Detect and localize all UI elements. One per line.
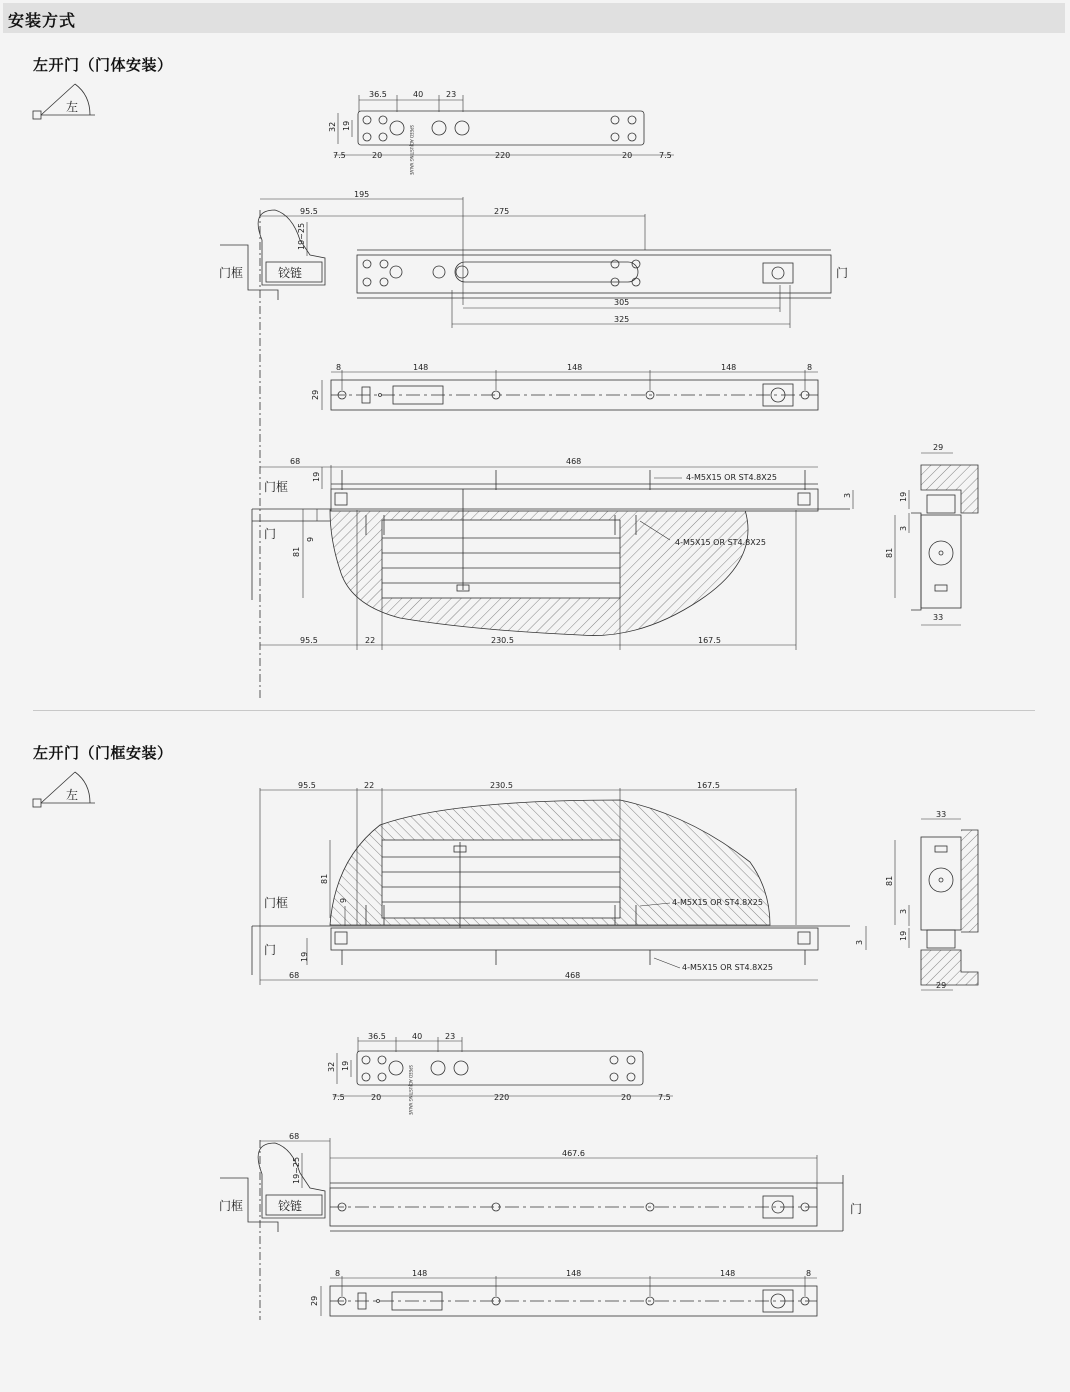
dim-220-p2: 220 (494, 1093, 510, 1102)
dim-230-5-t2: 230.5 (490, 781, 513, 790)
dim-325: 325 (614, 315, 630, 324)
section-view-2 (252, 800, 850, 975)
side-dim-81-2: 81 (885, 875, 894, 886)
dim-468-sec: 468 (566, 457, 582, 466)
dim-8a-2: 8 (335, 1269, 341, 1278)
side-view-1 (911, 465, 978, 610)
dim-68-tv2: 68 (289, 1132, 300, 1141)
side-dim-3-2: 3 (899, 908, 908, 914)
side-dim-33-1: 33 (933, 613, 944, 622)
dim-19-s2: 19 (300, 951, 309, 962)
frame-label-1a: 门框 (219, 266, 244, 280)
screw-note-top-1: 4-M5X15 OR ST4.8X25 (686, 473, 777, 482)
plate-valve-text-1: SPEED ADJUSTING VALVE (409, 125, 414, 176)
dim-167-5-t2: 167.5 (697, 781, 720, 790)
side-dim-29-1: 29 (933, 443, 944, 452)
screw-note-top-2: 4-M5X15 OR ST4.8X25 (672, 898, 763, 907)
section1-title: 左开门（门体安装） (33, 56, 173, 74)
dim-467-6: 467.6 (562, 1149, 585, 1158)
side-dim-19-1: 19 (899, 491, 908, 502)
dim-230-5-bottom: 230.5 (491, 636, 514, 645)
dim-8b: 8 (807, 363, 813, 372)
side-dim-29-2: 29 (936, 981, 947, 990)
dim-9-s2: 9 (339, 897, 348, 903)
top-view-2 (220, 1140, 843, 1320)
mounting-plate-2 (357, 1051, 643, 1085)
dim-8b-2: 8 (806, 1269, 812, 1278)
dim-68-s2: 68 (289, 971, 300, 980)
dim-7-5a: 7.5 (333, 151, 346, 160)
dim-7-5b-p2: 7.5 (658, 1093, 671, 1102)
screw-note-bottom-1: 4-M5X15 OR ST4.8X25 (675, 538, 766, 547)
dim-22-bottom: 22 (365, 636, 376, 645)
door-label-1a: 门 (836, 266, 849, 280)
hinge-label-1: 铰链 (278, 266, 303, 280)
dim-3-sec: 3 (843, 492, 852, 498)
dim-19-25-top: 19~25 (297, 222, 306, 250)
plate-valve-text-2: SPEED ADJUSTING VALVE (408, 1065, 413, 1116)
frame-label-2b: 门框 (219, 1199, 244, 1213)
plate-dims-1 (334, 95, 674, 155)
dim-22-t2: 22 (364, 781, 375, 790)
dim-8a: 8 (336, 363, 342, 372)
hinge-label-2: 铰链 (278, 1199, 303, 1213)
dim-95-5-bottom: 95.5 (300, 636, 318, 645)
door-label-2a: 门 (264, 943, 277, 957)
dim-20a: 20 (372, 151, 383, 160)
dim-3-s2: 3 (855, 939, 864, 945)
arm-view-2 (330, 1286, 817, 1316)
side-dim-33-2: 33 (936, 810, 947, 819)
dim-19-25-tv2: 19~25 (292, 1156, 301, 1184)
door-label-2b: 门 (850, 1202, 863, 1216)
dim-148a-2: 148 (412, 1269, 428, 1278)
dim-220: 220 (495, 151, 511, 160)
section-view-1 (252, 470, 850, 636)
dim-148b-2: 148 (566, 1269, 582, 1278)
arm-view-1 (331, 380, 818, 410)
dim-32-p2: 32 (327, 1061, 336, 1072)
direction-label-1: 左 (66, 100, 79, 114)
dim-7-5a-p2: 7.5 (332, 1093, 345, 1102)
dim-20a-p2: 20 (371, 1093, 382, 1102)
door-label-1b: 门 (264, 527, 277, 541)
dim-36-5-p2: 36.5 (368, 1032, 386, 1041)
dim-468-s2: 468 (565, 971, 581, 980)
dim-7-5b: 7.5 (659, 151, 672, 160)
plate-dims-2 (333, 1037, 673, 1096)
page-title: 安装方式 (8, 11, 77, 30)
side-dim-81-1: 81 (885, 547, 894, 558)
dim-148c-2: 148 (720, 1269, 736, 1278)
dim-95-5-t2: 95.5 (298, 781, 316, 790)
dim-68-sec: 68 (290, 457, 301, 466)
side-dim-19-2: 19 (899, 930, 908, 941)
dim-40-top: 40 (413, 90, 424, 99)
screw-note-bottom-2: 4-M5X15 OR ST4.8X25 (682, 963, 773, 972)
dim-148b: 148 (567, 363, 583, 372)
dim-29-arm: 29 (311, 389, 320, 400)
dim-81-sec: 81 (292, 546, 301, 557)
mounting-plate-1 (358, 111, 644, 145)
dim-23-top: 23 (446, 90, 457, 99)
direction-label-2: 左 (66, 788, 79, 802)
dim-19-p2: 19 (341, 1060, 350, 1071)
dim-20b-p2: 20 (621, 1093, 632, 1102)
dim-29-arm-2: 29 (310, 1295, 319, 1306)
direction-icon-2 (33, 772, 95, 807)
dim-20b: 20 (622, 151, 633, 160)
dim-275: 275 (494, 207, 510, 216)
frame-label-1b: 门框 (264, 480, 289, 494)
dim-32: 32 (328, 121, 337, 132)
dim-9-sec: 9 (306, 536, 315, 542)
dim-167-5-bottom: 167.5 (698, 636, 721, 645)
dim-36-5-top: 36.5 (369, 90, 387, 99)
side-dim-3-1: 3 (899, 525, 908, 531)
side-view-2 (921, 830, 978, 985)
dim-23-p2: 23 (445, 1032, 456, 1041)
dim-19: 19 (342, 120, 351, 131)
top-view-dims-1 (260, 197, 790, 328)
dim-19-sec: 19 (312, 471, 321, 482)
dim-40-p2: 40 (412, 1032, 423, 1041)
dim-148c: 148 (721, 363, 737, 372)
dim-305: 305 (614, 298, 630, 307)
dim-195: 195 (354, 190, 370, 199)
top-view-dims-2 (260, 1138, 817, 1188)
direction-icon-1 (33, 84, 95, 119)
section2-title: 左开门（门框安装） (33, 744, 173, 762)
dim-95-5-top: 95.5 (300, 207, 318, 216)
frame-label-2a: 门框 (264, 896, 289, 910)
dim-81-s2: 81 (320, 873, 329, 884)
dim-148a: 148 (413, 363, 429, 372)
